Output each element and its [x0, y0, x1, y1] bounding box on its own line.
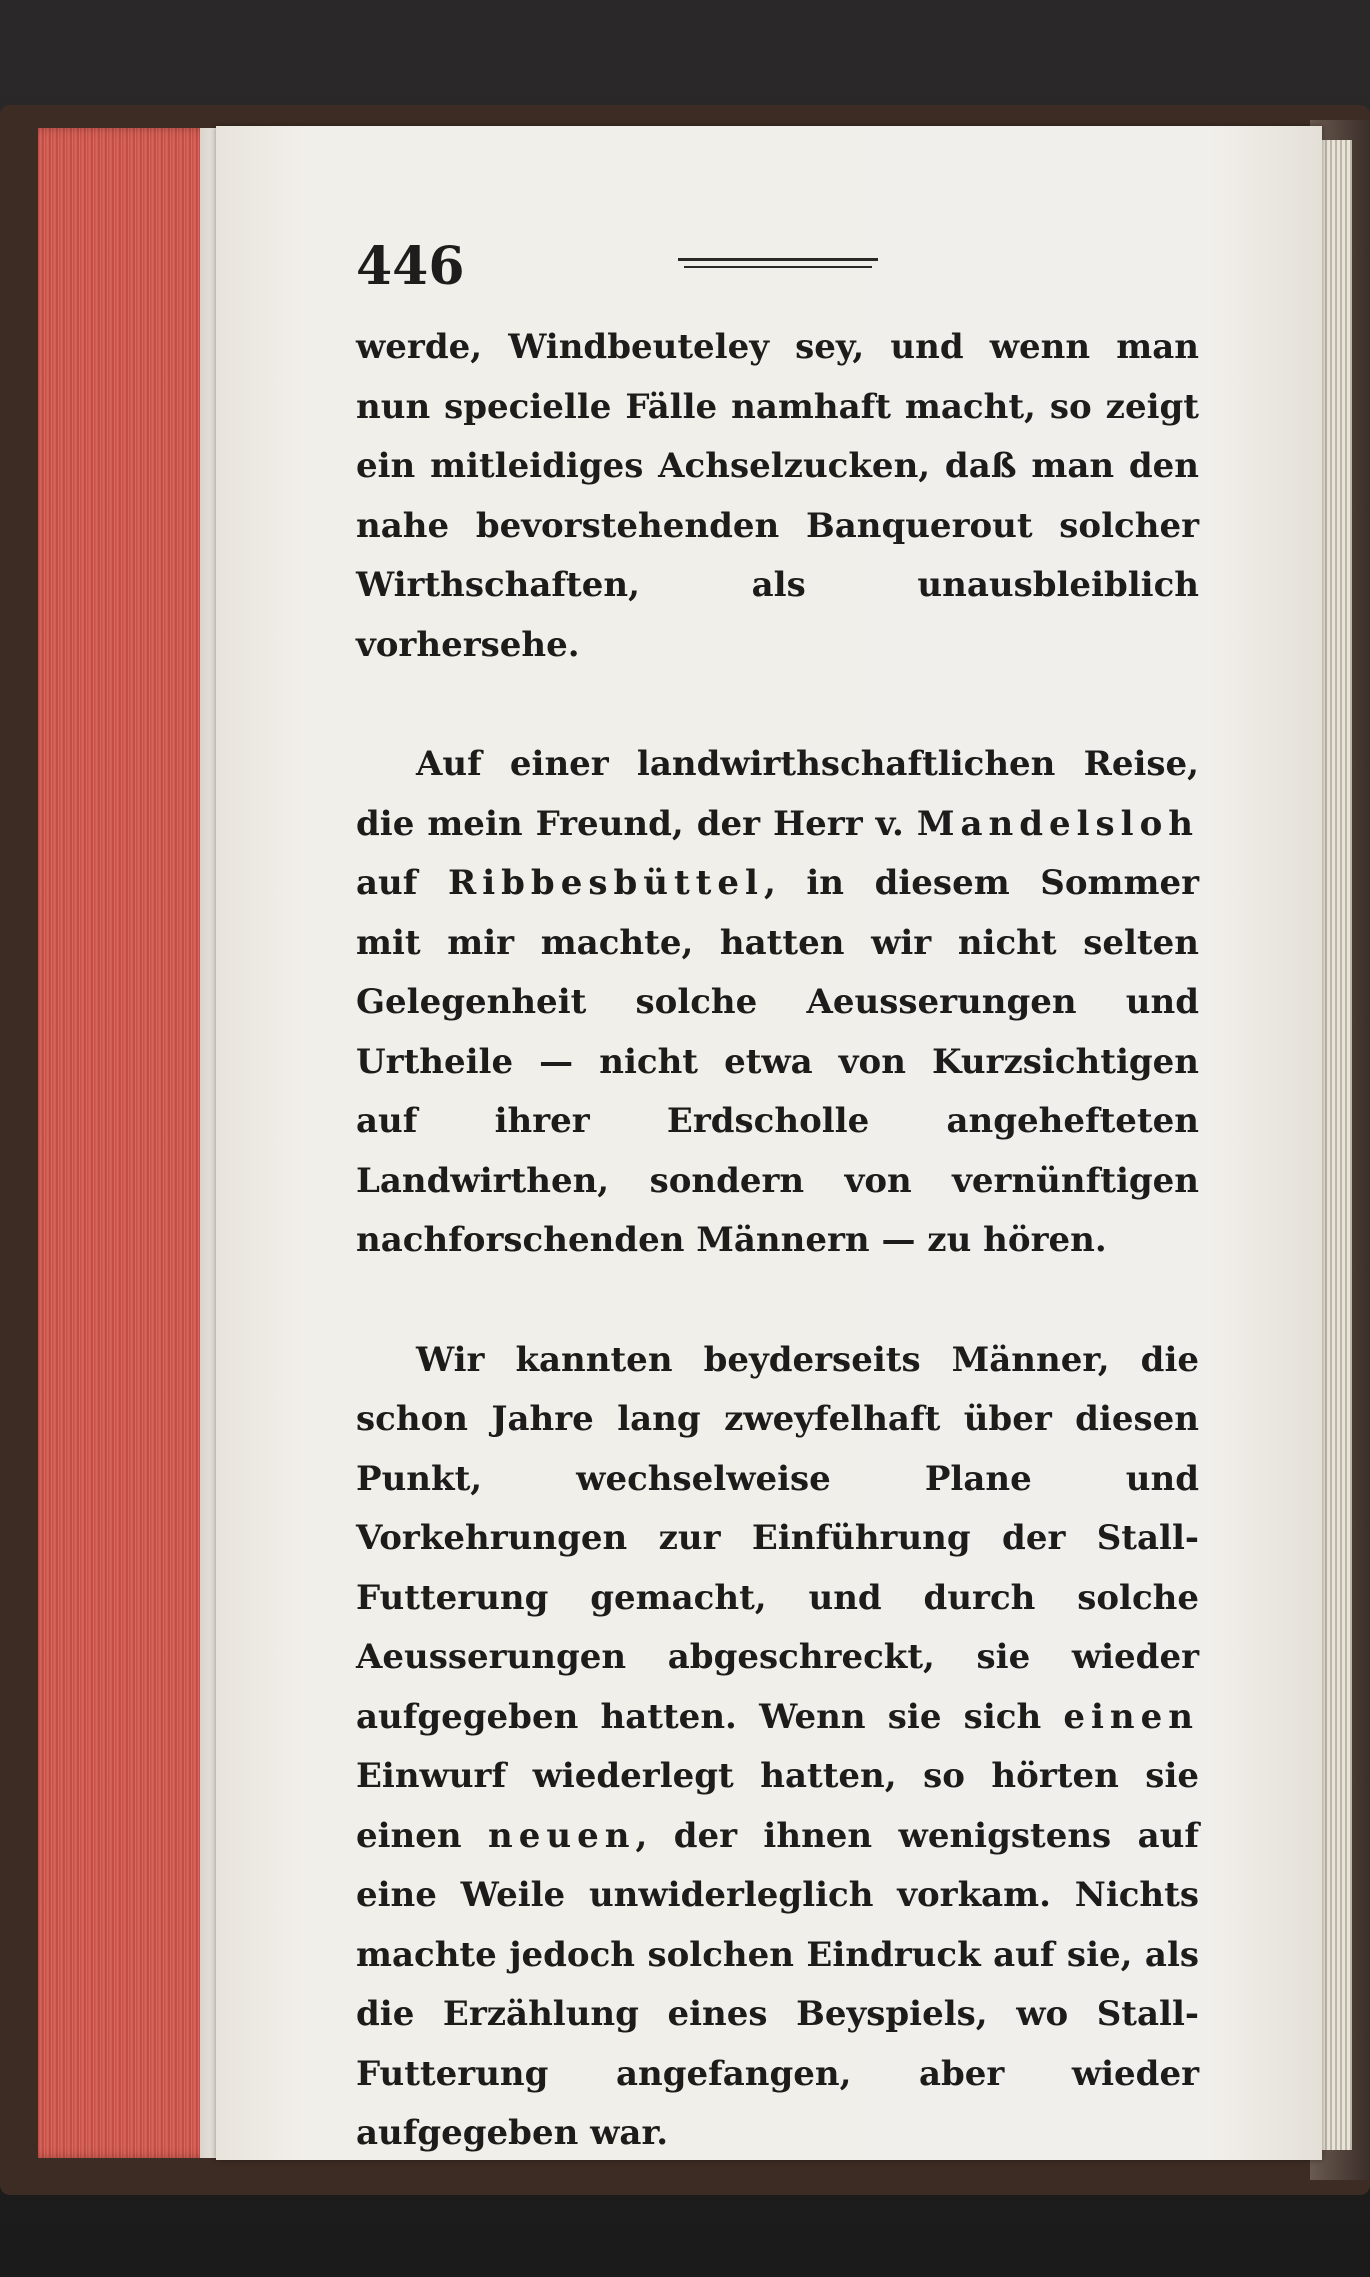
- page-edges-red: [38, 128, 216, 2158]
- emphasized-text: neuen: [488, 1815, 636, 1856]
- paragraph-3: [356, 1331, 1199, 2164]
- paragraph-2: [356, 735, 1199, 1271]
- text-segment: , in diesem Sommer mit mir machte, hatten wir nicht selten Gelegenheit solche Aeusserungen und Urtheile — nicht etwa von Kurzsichtigen auf ihrer Erdscholle angehefteten Landwirthen, sondern von vernünftigen nachforschenden Männern — zu hören.: [356, 863, 1200, 1260]
- header-rule-line-top: [678, 258, 878, 261]
- text-segment: , der ihnen wenigstens auf eine Weile unwiderleglich vorkam. Nichts machte jedoch solchen Eindruck auf sie, als die Erzählung eines Beyspiels, wo StallFutterung angefangen, aber wieder aufgegeben war.: [356, 1815, 1199, 2153]
- emphasized-text: einen: [1063, 1696, 1199, 1737]
- header-rule-line-bottom: [684, 266, 872, 268]
- emphasized-text: Ribbesbüttel: [447, 863, 764, 903]
- body-text: [356, 318, 1199, 2164]
- header-rule: [678, 258, 878, 273]
- emphasized-text: Mandelsloh: [916, 803, 1199, 844]
- text-segment: Wir kannten beyderseits Männer, die schon Jahre lang zweyfelhaft über diesen Punkt, wechselweise Plane und Vorkehrungen zur Einführung der Stall-Futterung gemacht, und durch solche Aeusserungen abgeschreckt, sie wieder aufgegeben hatten. Wenn sie sich: [356, 1339, 1199, 1737]
- text-segment: werde, Windbeuteley sey, und wenn man nun specielle Fälle namhaft macht, so zeigt ein mitleidiges Achselzucken, daß man den nahe bevorstehenden Banquerout solcher Wirthschaften, als unausbleiblich vorhersehe.: [356, 327, 1199, 665]
- book-page: [216, 126, 1322, 2160]
- text-segment: Einwurf wiederlegt hatten, so hörten sie einen: [356, 1756, 1199, 1856]
- paragraph-gap: [356, 675, 1199, 735]
- page-number: 446: [356, 236, 465, 297]
- text-segment: auf: [356, 863, 448, 903]
- right-page-leaves: [1322, 140, 1352, 2150]
- paragraph-1: [356, 318, 1199, 675]
- paragraph-gap: [356, 1271, 1199, 1331]
- text-segment: Auf einer landwirthschaftlichen Reise, die mein Freund, der Herr v.: [356, 744, 1199, 844]
